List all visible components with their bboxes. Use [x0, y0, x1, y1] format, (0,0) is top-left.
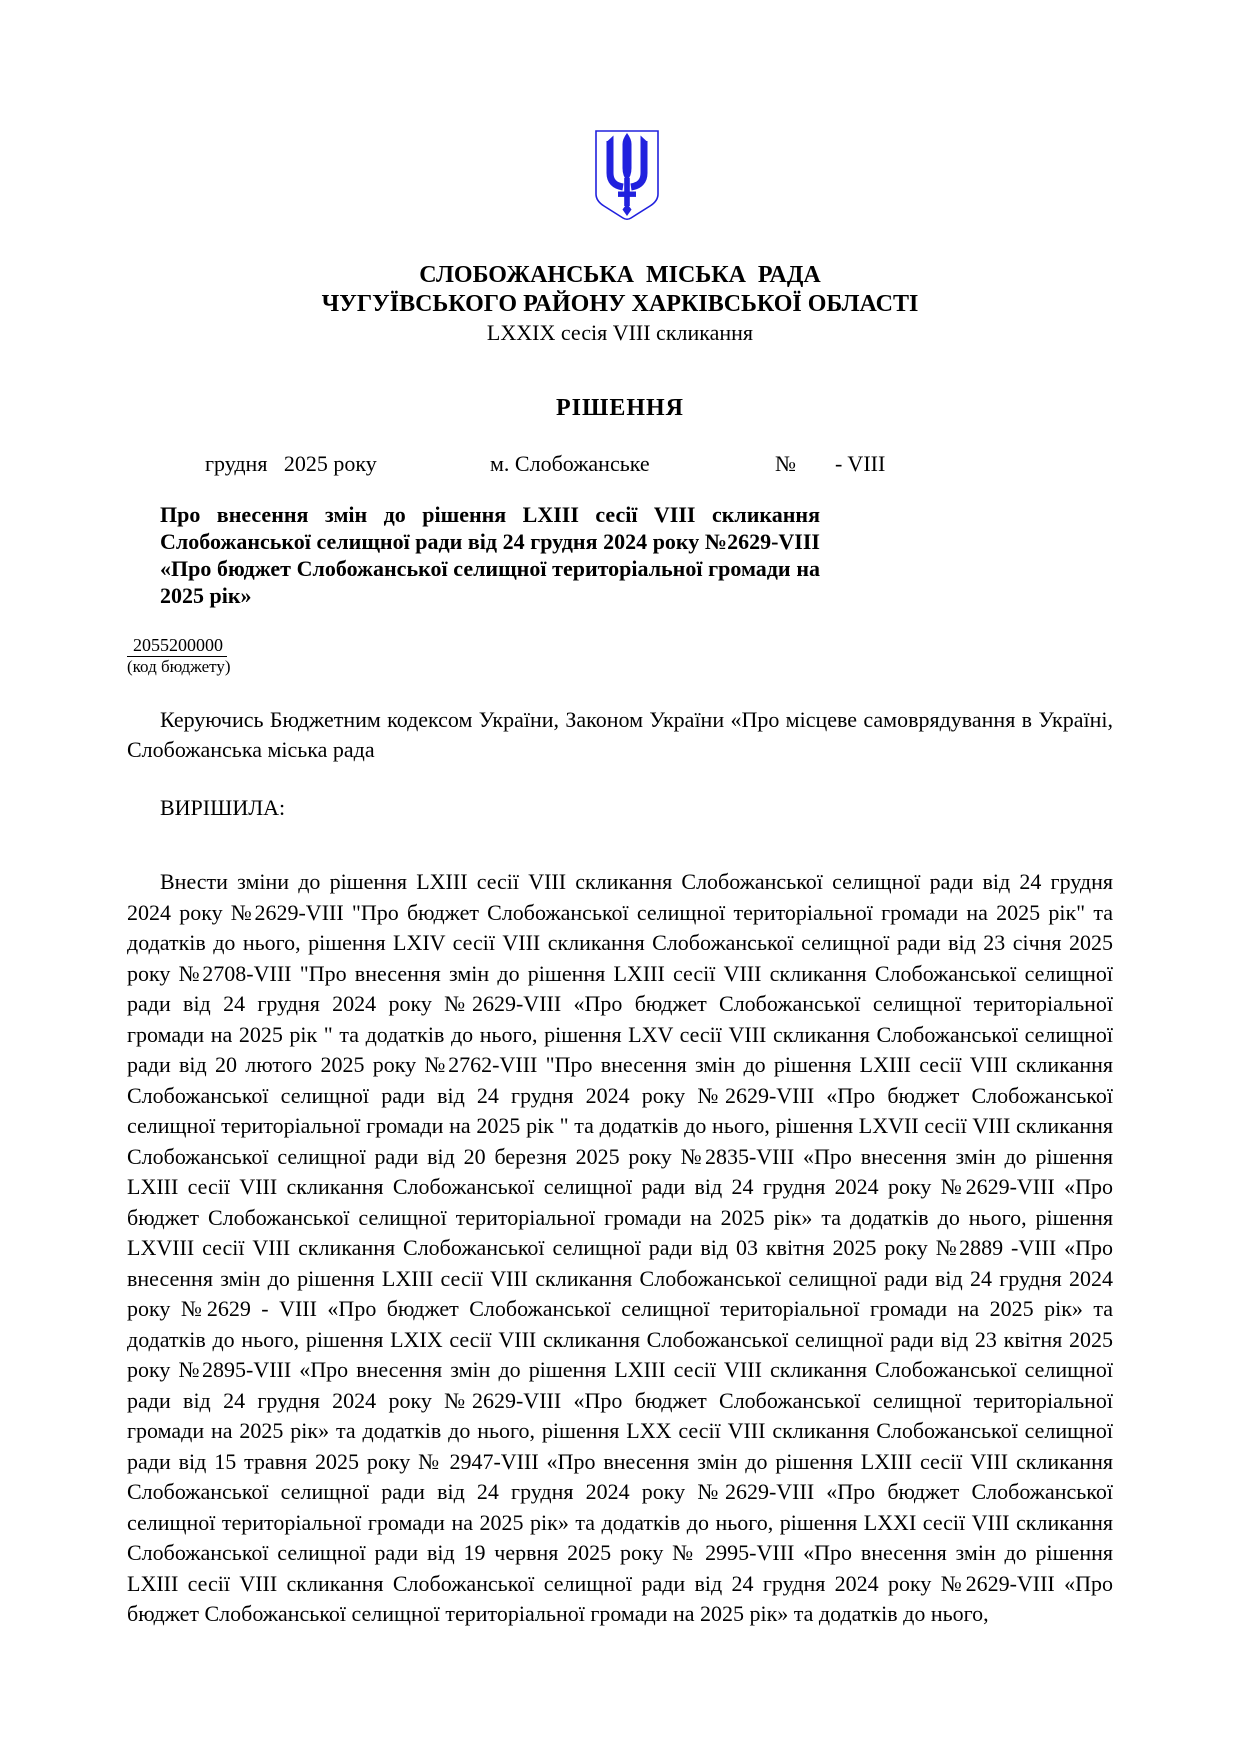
- dateline: [127, 451, 1113, 481]
- budget-code-value: 2055200000: [127, 635, 227, 657]
- resolved-label: ВИРІШИЛА:: [160, 795, 286, 820]
- emblem-container: [0, 0, 1240, 229]
- council-region: ЧУГУЇВСЬКОГО РАЙОНУ ХАРКІВСЬКОЇ ОБЛАСТІ: [321, 291, 919, 317]
- council-name: СЛОБОЖАНСЬКА МІСЬКА РАДА: [419, 262, 821, 288]
- number-sign: №: [775, 451, 796, 476]
- preamble-paragraph: Керуючись Бюджетним кодексом України, Законом України «Про місцеве самоврядування в Україні, Слобожанська міська рада: [127, 707, 1113, 762]
- decision-title: Про внесення змін до рішення LXIII сесії VIII скликання Слобожанської селищної ради від 24 грудня 2024 року №2629-VIII «Про бюджет Слобожанської селищної територіальної громади на 2025 рік»: [160, 502, 820, 608]
- trident-glyph: [607, 133, 648, 216]
- session-line: LXXIX сесія VIII скликання: [486, 320, 754, 345]
- document-type-heading: РІШЕННЯ: [555, 395, 685, 421]
- ukraine-trident-emblem-icon: [593, 128, 661, 224]
- date-field: грудня 2025 року: [205, 451, 377, 476]
- budget-code-block: [127, 635, 1113, 677]
- budget-code-label: (код бюджету): [127, 657, 231, 676]
- place-field: м. Слобожанське: [490, 451, 650, 476]
- document-content: [127, 261, 1113, 1630]
- number-suffix: - VIII: [835, 451, 886, 476]
- body-paragraph: Внести зміни до рішення LXIII сесії VIII скликання Слобожанської селищної ради від 24 грудня 2024 року №2629-VIII "Про бюджет Слобожанської селищної територіальної громади на 2025 рік" та додатків до нього, рішення LXIV сесії VIII скликання Слобожанської селищної ради від 23 січня 2025 року №2708-VIII "Про внесення змін до рішення LXIII сесії VIII скликання Слобожанської селищної ради від 24 грудня 2024 року №2629-VIII «Про бюджет Слобожанської селищної територіальної громади на 2025 рік " та додатків до нього, рішення LXV сесії VIII скликання Слобожанської селищної ради від 20 лютого 2025 року №2762-VIII "Про внесення змін до рішення LXIII сесії VIII скликання Слобожанської селищної ради від 24 грудня 2024 року №2629-VIII «Про бюджет Слобожанської селищної територіальної громади на 2025 рік " та додатків до нього, рішення LXVII сесії VIII скликання Слобожанської селищної ради від 20 березня 2025 року №2835-VIII «Про внесення змін до рішення LXIII сесії VIII скликання Слобожанської селищної ради від 24 грудня 2024 року №2629-VIII «Про бюджет Слобожанської селищної територіальної громади на 2025 рік» та додатків до нього, рішення LXVIII сесії VIII скликання Слобожанської селищної ради від 03 квітня 2025 року №2889 -VIII «Про внесення змін до рішення LXIII сесії VIII скликання Слобожанської селищної ради від 24 грудня 2024 року №2629 - VIII «Про бюджет Слобожанської селищної територіальної громади на 2025 рік» та додатків до нього, рішення LXIX сесії VIII скликання Слобожанської селищної ради від 23 квітня 2025 року №2895-VIII «Про внесення змін до рішення LXIII сесії VIII скликання Слобожанської селищної ради від 24 грудня 2024 року №2629-VIII «Про бюджет Слобожанської селищної територіальної громади на 2025 рік» та додатків до нього, рішення LXX сесії VIII скликання Слобожанської селищної ради від 15 травня 2025 року № 2947-VIII «Про внесення змін до рішення LXIII сесії VIII скликання Слобожанської селищної ради від 24 грудня 2024 року №2629-VIII «Про бюджет Слобожанської селищної територіальної громади на 2025 рік» та додатків до нього, рішення LXXI сесії VIII скликання Слобожанської селищної ради від 19 червня 2025 року № 2995-VIII «Про внесення змін до рішення LXIII сесії VIII скликання Слобожанської селищної ради від 24 грудня 2024 року №2629-VIII «Про бюджет Слобожанської селищної територіальної громади на 2025 рік» та додатків до нього,: [127, 869, 1113, 1626]
